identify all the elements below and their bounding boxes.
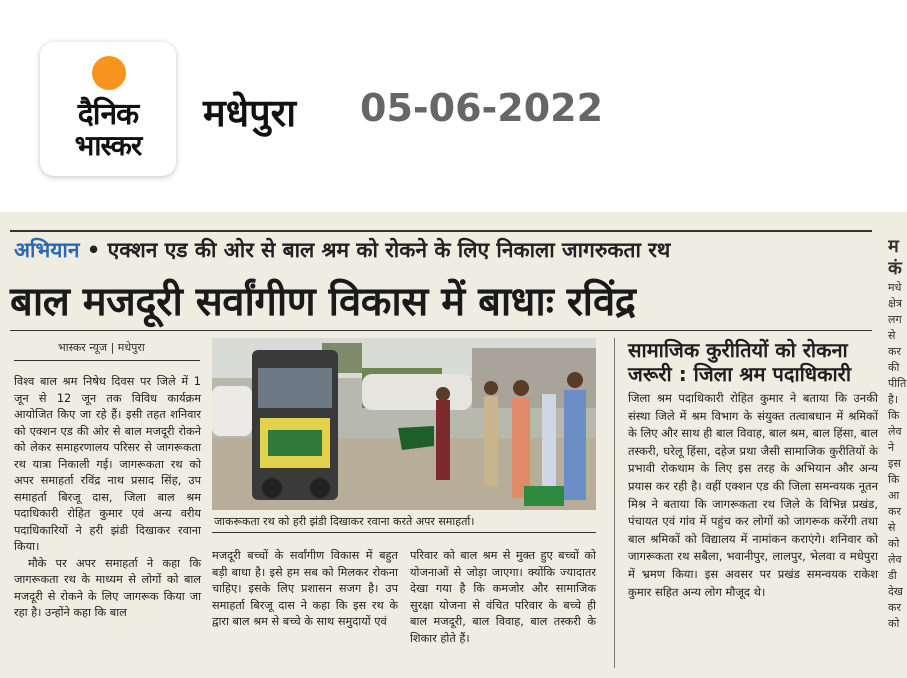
edge-fragment: क्षेत्र <box>888 297 902 310</box>
edge-fragment: कि <box>888 409 900 422</box>
photo-scene <box>212 338 596 510</box>
byline: भास्कर न्यूज | मधेपुरा <box>58 341 145 354</box>
col1-paragraph-1: विश्व बाल श्रम निषेध दिवस पर जिले में 1 जून से 12 जून तक विविध कार्यक्रम आयोजित किए जा रहे हैं। इसी तहत शनिवार को एक्शन एड की ओर से बाल मजदूरी रोकने को लेकर समाहरणालय परिसर से जागरूकता रथ यात्रा निकाली गई। जागरूकता रथ को अपर समाहर्ता रविंद्र नाथ प्रसाद सिंह, उप समाहर्ता बिरजू दास, जिला बाल श्रम पदाधिकारी रोहित कुमार एवं अन्य वरीय पदाधिकारियों ने हरी झंडी दिखाकर रवाना किया। <box>14 375 201 553</box>
article-headline: बाल मजदूरी सर्वांगीण विकास में बाधाः रविंद्र <box>10 279 636 325</box>
edge-fragment: कं <box>888 258 902 279</box>
edge-fragment: को <box>888 617 900 630</box>
edge-fragment: लेव <box>888 425 902 438</box>
kicker-text: एक्शन एड की ओर से बाल श्रम को रोकने के लिए निकाला जागरुकता रथ <box>107 238 671 262</box>
edge-fragment: से <box>888 521 896 534</box>
logo-line-1: दैनिक <box>77 97 139 132</box>
article-kicker <box>14 236 670 264</box>
side-headline: सामाजिक कुरीतियों को रोकना जरूरी : जिला श्रम पदाधिकारी <box>628 338 852 386</box>
edge-fragment: कर <box>888 601 901 614</box>
edge-fragment: इस <box>888 457 901 470</box>
caption-rule <box>212 532 596 533</box>
article-photo <box>212 338 596 510</box>
edge-fragment: है। <box>888 393 899 406</box>
edge-fragment: की <box>888 361 900 374</box>
column-divider <box>614 338 615 668</box>
logo-line-2: भास्कर <box>74 129 142 162</box>
side-article-body: जिला श्रम पदाधिकारी रोहित कुमार ने बताया कि उनकी संस्था जिले में श्रम विभाग के संयुक्त तत्वाबधान में श्रमिकों के लिए और साथ ही बाल विवाह, बाल श्रम, बाल हिंसा, बाल तस्करी, घरेलू हिंसा, दहेज प्रथा जैसी सामाजिक कुरीतियों के प्रभावी रोकथाम के लिए इस तरह के अभियान और अन्य प्रयास कर रही है। वहीं एक्शन एड की जिला समन्वयक नूतन मिश्र ने बताया कि जागरूकता रथ जिले के विभिन्न प्रखंड, पंचायत एवं गांव में पहुंच कर लोगों को जागरूक करेंगी तथा बाल श्रमिकों को विद्यालय में नामांकन कराएंगे। शनिवार को जागरूकता रथ सबैला, भवानीपुर, लालपुर, भेलवा व मधेपुरा में भ्रमण किया। इस अवसर पर प्रखंड समन्वयक राकेश कुमार सहित अन्य लोग मौजूद थे। <box>628 391 878 599</box>
edition-date: 05-06-2022 <box>360 86 604 130</box>
article-column-3 <box>410 548 596 647</box>
edge-fragment: ने <box>888 441 895 454</box>
edge-fragment: लग <box>888 313 902 326</box>
article-column-1 <box>14 374 201 622</box>
adjacent-article-fragment <box>888 236 907 676</box>
article-column-2 <box>212 548 398 631</box>
edge-fragment: को <box>888 537 900 550</box>
sun-icon <box>92 56 126 90</box>
edge-fragment: म <box>888 236 899 257</box>
edge-fragment: डी <box>888 569 897 582</box>
col1-paragraph-2: मौके पर अपर समाहर्ता ने कहा कि जागरूकता रथ के माध्यम से लोगों को बाल मजदूरी से रोकने के लिए जागरूक किया जा रहा है। उन्होंने कहा कि बाल <box>14 556 201 619</box>
col2-paragraph-1: मजदूरी बच्चों के सर्वांगीण विकास में बहुत बड़ी बाधा है। इसे हम सब को मिलकर रोकना चाहिए। इसके लिए प्रशासन सजग है। उप समाहर्ता बिरजू दास ने कहा कि इस रथ के द्वारा बाल श्रम से बच्चे के साथ समुदायों एवं <box>212 549 398 628</box>
col3-paragraph-1: परिवार को बाल श्रम से मुक्त हुए बच्चों को योजनाओं से जोड़ा जाएगा। क्योंकि ज्यादातर देखा गया है कि कमजोर और सामाजिक सुरक्षा योजना से वंचित परिवार के बच्चे ही बाल मजदूरी, बाल विवाह, बाल तस्करी के शिकार होते हैं। <box>410 549 596 645</box>
edge-fragment: से <box>888 329 896 342</box>
edge-fragment: कि <box>888 473 900 486</box>
edge-fragment: लेव <box>888 553 902 566</box>
edge-fragment: देख <box>888 585 903 598</box>
edge-fragment: कर <box>888 345 901 358</box>
photo-caption: जाकरूकता रथ को हरी झंडी दिखाकर रवाना करते अपर समाहर्ता। <box>214 515 475 528</box>
headline-rule <box>10 330 872 331</box>
top-rule <box>10 230 872 232</box>
edge-fragment: आ <box>888 489 900 502</box>
edge-fragment: मधे <box>888 281 902 294</box>
dainik-bhaskar-logo <box>40 42 176 176</box>
edge-fragment: कर <box>888 505 901 518</box>
kicker-bullet: • <box>86 238 101 262</box>
edition-city: मधेपुरा <box>203 91 297 135</box>
edge-fragment: पीति <box>888 377 907 390</box>
kicker-tag: अभियान <box>14 238 80 262</box>
byline-rule <box>14 360 200 361</box>
